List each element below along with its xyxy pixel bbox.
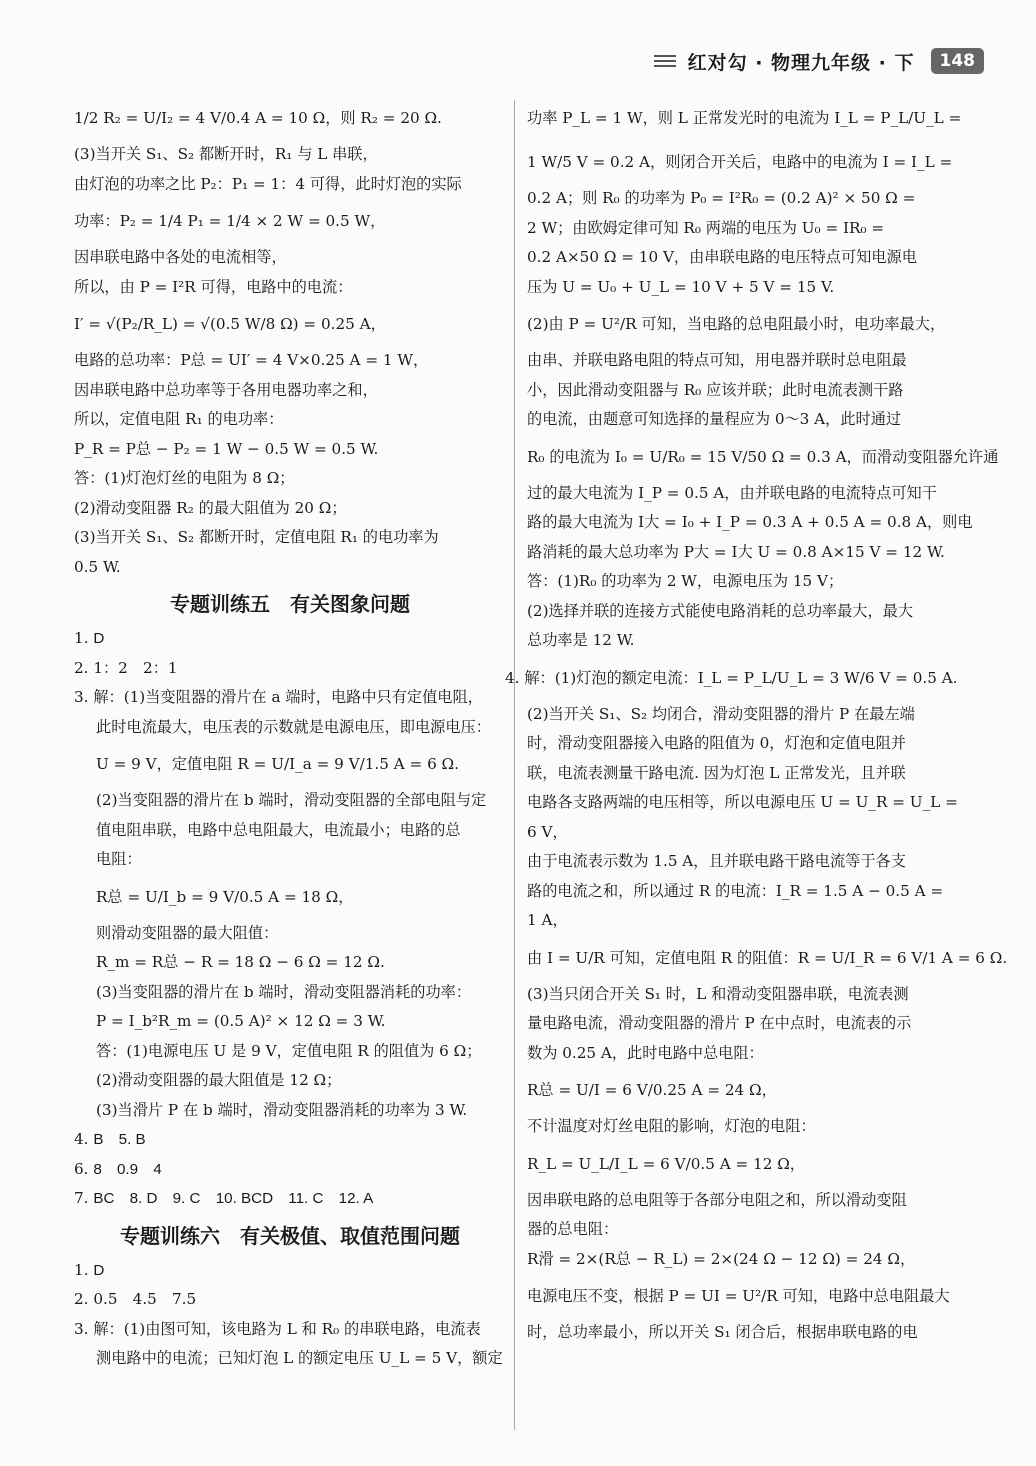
text-line: 测电路中的电流；已知灯泡 L 的额定电压 U_L = 5 V，额定: [96, 1349, 503, 1367]
list-item: 3. 解：(1)当变阻器的滑片在 a 端时，电路中只有定值电阻，: [74, 688, 483, 706]
text-line: 过的最大电流为 I_P = 0.5 A，由并联电路的电流特点可知干: [527, 483, 937, 502]
text-line: 电路各支路两端的电压相等，所以电源电压 U = U_R = U_L =: [527, 793, 958, 811]
text-line: 所以，定值电阻 R₁ 的电功率：: [74, 410, 284, 428]
text-line: 由串、并联电路电阻的特点可知，用电器并联时总电阻最: [527, 351, 907, 369]
text-line: 路的最大电流为 I大 = I₀ + I_P = 0.3 A + 0.5 A = 0.8 A，则电: [527, 513, 973, 531]
text-line: R_m = R总 − R = 18 Ω − 6 Ω = 12 Ω.: [96, 953, 385, 971]
text-line: 压为 U = U₀ + U_L = 10 V + 5 V = 15 V.: [527, 277, 835, 296]
text-line: 功率：P₂ = 1/4 P₁ = 1/4 × 2 W = 0.5 W，: [74, 212, 386, 230]
text-line: 不计温度对灯丝电阻的影响，灯泡的电阻：: [527, 1117, 816, 1135]
text-line: 电源电压不变，根据 P = UI = U²/R 可知，电路中总电阻最大: [527, 1287, 950, 1305]
list-item: 2. 1：2 2：1: [74, 658, 178, 677]
right-column: [505, 96, 1008, 1348]
text-line: R_L = U_L/I_L = 6 V/0.5 A = 12 Ω，: [527, 1154, 805, 1173]
list-item: 4. 解：(1)灯泡的额定电流：I_L = P_L/U_L = 3 W/6 V = 0.5 A.: [505, 668, 958, 687]
text-line: 的电流，由题意可知选择的量程应为 0～3 A，此时通过: [527, 410, 902, 428]
text-line: (3)当变阻器的滑片在 b 端时，滑动变阻器消耗的功率：: [96, 982, 472, 1001]
text-line: (2)选择并联的连接方式能使电路消耗的总功率最大，最大: [527, 601, 914, 620]
text-line: 小，因此滑动变阻器与 R₀ 应该并联；此时电流表测干路: [527, 380, 904, 399]
text-line: (2)滑动变阻器 R₂ 的最大阻值为 20 Ω；: [74, 498, 347, 517]
text-line: P_R = P总 − P₂ = 1 W − 0.5 W = 0.5 W.: [74, 439, 379, 458]
text-line: (2)当变阻器的滑片在 b 端时，滑动变阻器的全部电阻与定: [96, 791, 487, 809]
list-item: 6. 8 0.9 4: [74, 1159, 162, 1178]
book-title: 红对勾 · 物理九年级 · 下: [687, 51, 915, 74]
text-line: 答：(1)R₀ 的功率为 2 W，电源电压为 15 V；: [527, 572, 844, 590]
text-line: 0.2 A×50 Ω = 10 V，由串联电路的电压特点可知电源电: [527, 248, 917, 266]
text-line: 则滑动变阻器的最大阻值：: [96, 923, 279, 942]
list-item: 2. 0.5 4.5 7.5: [74, 1290, 197, 1308]
text-line: (3)当开关 S₁、S₂ 都断开时，定值电阻 R₁ 的电功率为: [74, 528, 439, 546]
text-line: 数为 0.25 A，此时电路中总电阻：: [527, 1043, 764, 1062]
text-line: 2 W；由欧姆定律可知 R₀ 两端的电压为 U₀ = IR₀ =: [527, 218, 885, 237]
section-title-5: 专题训练五 有关图象问题: [170, 592, 410, 616]
text-line: 器的总电阻：: [527, 1220, 619, 1238]
text-line: 0.5 W.: [74, 557, 121, 576]
text-line: 因串联电路中总功率等于各用电器功率之和，: [74, 380, 378, 399]
text-line: 1 W/5 V = 0.2 A，则闭合开关后，电路中的电流为 I = I_L =: [527, 153, 953, 171]
text-line: I′ = √(P₂/R_L) = √(0.5 W/8 Ω) = 0.25 A，: [74, 315, 386, 333]
text-line: 所以，由 P = I²R 可得，电路中的电流：: [74, 277, 353, 296]
text-line: (2)由 P = U²/R 可知，当电路的总电阻最小时，电功率最大，: [527, 315, 946, 333]
list-item: 4. B 5. B: [74, 1130, 146, 1148]
text-line: 此时电流最大，电压表的示数就是电源电压，即电源电压：: [96, 717, 491, 736]
text-line: 电路的总功率：P总 = UI′ = 4 V×0.25 A = 1 W，: [74, 351, 429, 369]
text-line: 6 V，: [527, 822, 568, 841]
text-line: 电阻：: [96, 850, 142, 868]
text-line: (3)当只闭合开关 S₁ 时，L 和滑动变阻器串联，电流表测: [527, 984, 909, 1003]
text-line: 由灯泡的功率之比 P₂：P₁ = 1：4 可得，此时灯泡的实际: [74, 174, 462, 193]
page-header: [654, 46, 984, 76]
text-line: U = 9 V，定值电阻 R = U/I_a = 9 V/1.5 A = 6 Ω.: [96, 755, 459, 773]
text-line: 由于电流表示数为 1.5 A，且并联电路干路电流等于各支: [527, 852, 906, 870]
list-item: 1. D: [74, 1260, 105, 1279]
solution-body: [74, 1344, 506, 1374]
text-line: 路消耗的最大总功率为 P大 = I大 U = 0.8 A×15 V = 12 W.: [527, 542, 945, 561]
text-line: 总功率是 12 W.: [527, 631, 635, 649]
text-line: R总 = U/I_b = 9 V/0.5 A = 18 Ω，: [96, 887, 354, 906]
text-line: (3)当开关 S₁、S₂ 都断开时，R₁ 与 L 串联，: [74, 145, 378, 163]
section-title-6: 专题训练六 有关极值、取值范围问题: [120, 1223, 460, 1248]
text-line: 答：(1)电源电压 U 是 9 V，定值电阻 R 的阻值为 6 Ω；: [96, 1041, 482, 1060]
text-line: 时，滑动变阻器接入电路的阻值为 0，灯泡和定值电阻并: [527, 734, 906, 752]
left-column: [74, 96, 506, 1374]
solution-body: [74, 713, 506, 1126]
text-line: (2)当开关 S₁、S₂ 均闭合，滑动变阻器的滑片 P 在最左端: [527, 704, 915, 723]
list-item: 7. BC 8. D 9. C 10. BCD 11. C 12. A: [74, 1189, 374, 1207]
text-line: 功率 P_L = 1 W，则 L 正常发光时的电流为 I_L = P_L/U_L =: [527, 109, 962, 127]
list-item: 1. D: [74, 629, 105, 647]
header-lines-icon: [654, 52, 676, 70]
text-line: 答：(1)灯泡灯丝的电阻为 8 Ω；: [74, 469, 295, 487]
list-item: 3. 解：(1)由图可知，该电路为 L 和 R₀ 的串联电路，电流表: [74, 1319, 481, 1338]
column-divider: [514, 100, 515, 1430]
text-line: 因串联电路中各处的电流相等，: [74, 248, 287, 266]
text-line: (2)滑动变阻器的最大阻值是 12 Ω；: [96, 1071, 342, 1089]
text-line: R滑 = 2×(R总 − R_L) = 2×(24 Ω − 12 Ω) = 24 Ω，: [527, 1249, 916, 1268]
page-number: 148: [931, 48, 985, 74]
text-line: 1/2 R₂ = U/I₂ = 4 V/0.4 A = 10 Ω，则 R₂ = 20 Ω.: [74, 109, 442, 127]
text-line: R总 = U/I = 6 V/0.25 A = 24 Ω，: [527, 1081, 777, 1099]
text-line: 时，总功率最小，所以开关 S₁ 闭合后，根据串联电路的电: [527, 1323, 918, 1341]
text-line: 0.2 A；则 R₀ 的功率为 P₀ = I²R₀ = (0.2 A)² × 50 Ω =: [527, 189, 916, 207]
text-line: 值电阻串联，电路中总电阻最大，电流最小；电路的总: [96, 820, 461, 839]
text-line: R₀ 的电流为 I₀ = U/R₀ = 15 V/50 Ω = 0.3 A，而滑动变阻器允许通: [527, 447, 999, 466]
text-line: 量电路电流，滑动变阻器的滑片 P 在中点时，电流表的示: [527, 1014, 912, 1032]
text-line: 1 A，: [527, 911, 568, 929]
text-line: 因串联电路的总电阻等于各部分电阻之和，所以滑动变阻: [527, 1190, 907, 1209]
text-line: (3)当滑片 P 在 b 端时，滑动变阻器消耗的功率为 3 W.: [96, 1100, 468, 1119]
text-line: 路的电流之和，所以通过 R 的电流：I_R = 1.5 A − 0.5 A =: [527, 881, 944, 900]
text-line: P = I_b²R_m = (0.5 A)² × 12 Ω = 3 W.: [96, 1012, 386, 1030]
text-line: 由 I = U/R 可知，定值电阻 R 的阻值：R = U/I_R = 6 V/1 A = 6 Ω.: [527, 948, 1008, 967]
text-line: 联，电流表测量干路电流. 因为灯泡 L 正常发光，且并联: [527, 763, 906, 782]
